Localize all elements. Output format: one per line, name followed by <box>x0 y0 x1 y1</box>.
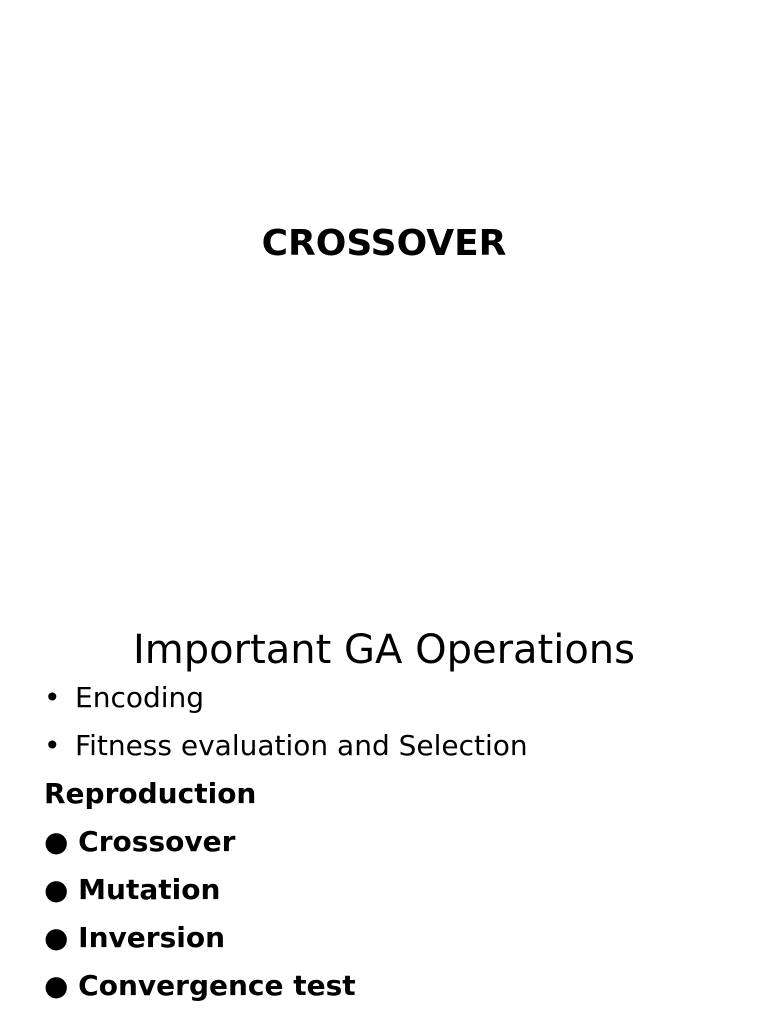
list-item-inversion: ● Inversion <box>44 921 226 954</box>
slide-title: CROSSOVER <box>261 223 507 264</box>
list-item-convergence-test: ● Convergence test <box>44 969 356 1002</box>
list-item-fitness <box>44 726 528 774</box>
list-item-reproduction: Reproduction <box>44 777 257 810</box>
list-item-mutation: ● Mutation <box>44 873 221 906</box>
bullet-icon: • <box>44 681 61 714</box>
list-item-label: Fitness evaluation and Selection <box>75 729 528 762</box>
operations-list <box>44 678 528 1014</box>
bullet-icon: • <box>44 729 61 762</box>
list-item-encoding <box>44 678 528 726</box>
list-item-label: Encoding <box>75 681 205 714</box>
list-item-crossover: ● Crossover <box>44 825 236 858</box>
section-heading: Important GA Operations <box>133 627 635 673</box>
